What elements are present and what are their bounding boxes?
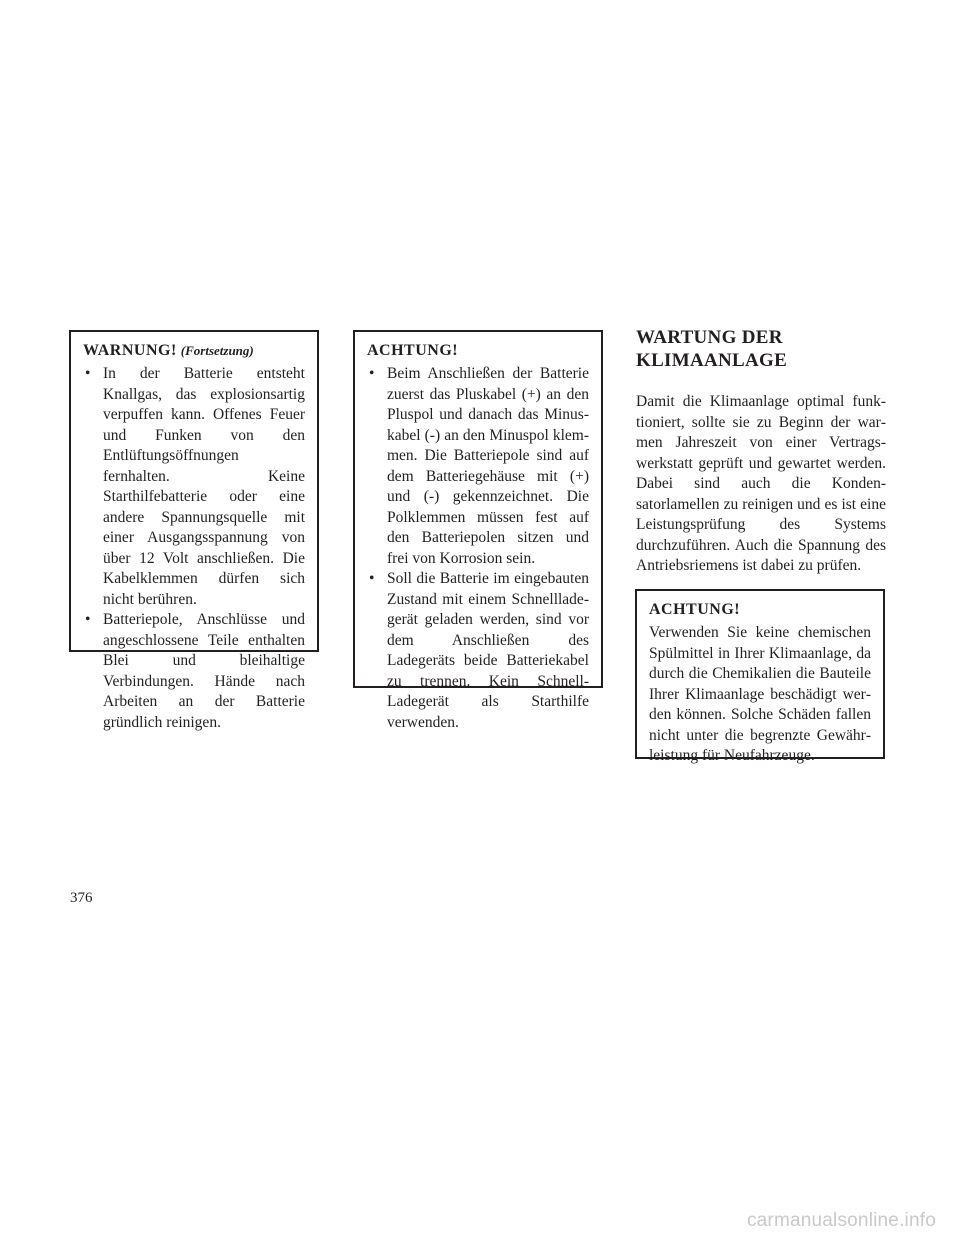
caution-ac-text: Verwenden Sie keine chemischen Spülmittel in Ihrer Klimaanlage, da durch die Chemikalien die Bauteile Ihrer Klimaanlage beschädigt werden können. Solche Schäden fallen nicht unter die begrenzte Gewährleistung für Neufahrzeuge. xyxy=(649,624,871,764)
warning-item-lead: • Batteriepole, Anschlüsse und angeschlossene Teile enthalten Blei und bleihaltige Verbindungen. Hände nach Arbeiten an der Batterie gründlich reinigen. xyxy=(83,610,305,733)
section-body: Damit die Klimaanlage optimal funktioniert, sollte sie zu Beginn der warmen Jahreszeit von einer Vertragswerkstatt geprüft und gewartet werden. Dabei sind auch die Kondensatorlamellen zu reinigen und es ist eine Leistungsprüfung des Systems durchzuführen. Auch die Spannung des Antriebsriemens ist dabei zu prüfen. xyxy=(636,393,886,574)
caution-item-connect: • Beim Anschließen der Batterie zuerst das Pluskabel (+) an den Pluspol und danach das Minuskabel (-) an den Minuspol klemmen. Die Batteriepole sind auf dem Batteriegehäuse mit (+) und (-) gekennzeichnet. Die Polklemmen müssen fest auf den Batteriepolen sitzen und frei von Korrosion sein. xyxy=(367,364,589,569)
heading-line-1: WARTUNG DER xyxy=(636,327,783,348)
warning-box xyxy=(69,330,319,731)
caution-item-charger: • Soll die Batterie im eingebauten Zustand mit einem Schnellladegerät geladen werden, sind vor dem Anschließen des Ladegeräts beide Batteriekabel zu trennen. Kein Schnell-Ladegerät als Starthilfe verwenden. xyxy=(367,569,589,733)
caution-list xyxy=(367,364,589,733)
caution-box-battery xyxy=(353,330,603,731)
continued-label: (Fortsetzung) xyxy=(180,343,254,358)
page-number: 376 xyxy=(70,890,93,906)
caution-title: ACHTUNG! xyxy=(367,342,459,359)
caution-box-ac xyxy=(635,589,885,764)
warning-list xyxy=(83,364,305,733)
warning-item-gas: • In der Batterie entsteht Knallgas, das explosionsartig verpuffen kann. Offenes Feuer und Funken von den Entlüftungsöffnungen fernhalten. Keine Starthilfebatterie oder eine andere Spannungsquelle mit einer Ausgangsspannung von über 12 Volt anschließen. Die Kabelklemmen dürfen sich nicht berühren. xyxy=(83,364,305,610)
watermark: carmanualsonline.info xyxy=(746,1210,936,1231)
section-heading xyxy=(636,326,886,372)
caution-ac-title: ACHTUNG! xyxy=(649,601,741,618)
warning-title-text: WARNUNG! xyxy=(83,342,177,359)
heading-line-2: KLIMAANLAGE xyxy=(636,350,788,371)
warning-title xyxy=(83,342,305,360)
